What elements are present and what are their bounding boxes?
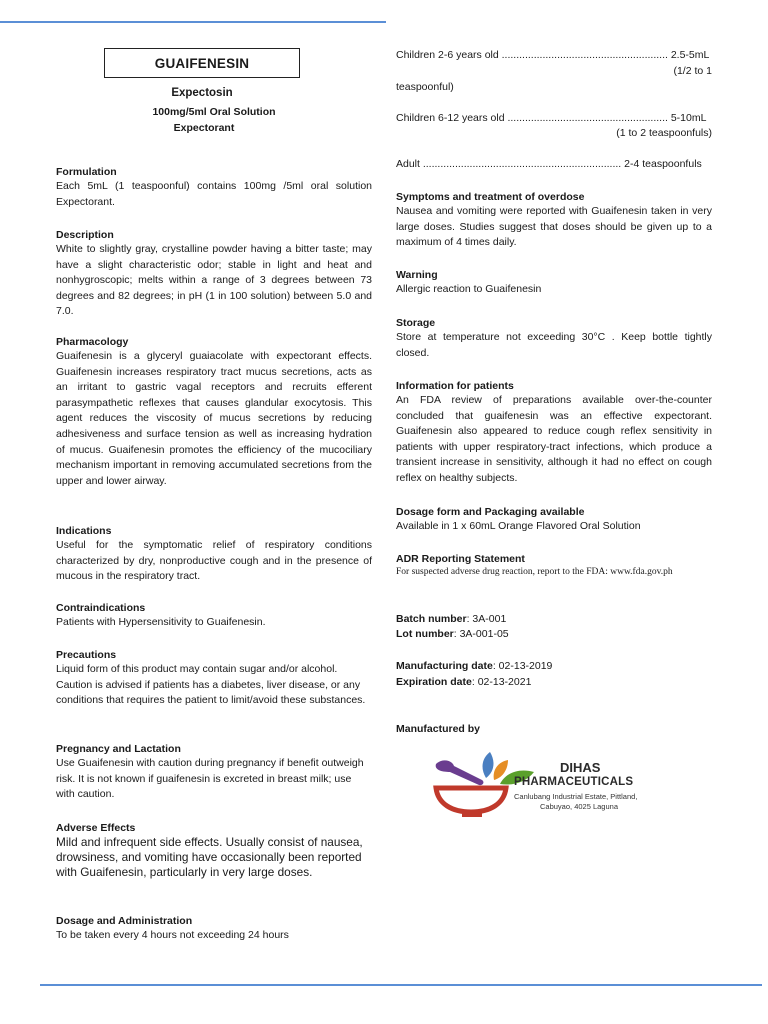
section-heading: Precautions xyxy=(56,649,117,661)
lot-number-value: : 3A-001-05 xyxy=(453,628,509,640)
manufacturer-address-line1: Canlubang Industrial Estate, Pittland, xyxy=(514,792,638,801)
bottom-divider xyxy=(40,984,762,986)
section-description xyxy=(56,228,372,320)
section-heading: Adverse Effects xyxy=(56,822,136,834)
section-text: White to slightly gray, crystalline powder having a bitter taste; may have a slight characteristic odor; stable in light and heat and nonhygroscopic; melts within a range of 3 degrees between 73 degrees and 82 degrees; in pH (1 in 100 solution) between 5.0 and 7.0. xyxy=(56,243,372,318)
section-text: An FDA review of preparations available over-the-counter concluded that guaifenesin was an effective expectorant. Guaifenesin also appeared to reduce cough reflex sensitivity in patients with upper respiratory-tract infections, which produce a transient increase in sensitivity, although it had no effect on cough reflex on healthy subjects. xyxy=(396,394,712,484)
section-heading: Formulation xyxy=(56,166,117,178)
product-strength: 100mg/5ml Oral Solution xyxy=(152,106,276,118)
section-heading: Symptoms and treatment of overdose xyxy=(396,191,585,203)
mortar-icon xyxy=(436,788,506,812)
dose-children-6-12-note: (1 to 2 teaspoonfuls) xyxy=(616,127,712,139)
manufacturer-name: DIHAS xyxy=(560,760,601,775)
manufacturing-date-value: : 02-13-2019 xyxy=(492,660,553,672)
section-warning xyxy=(396,268,712,298)
manufacturer-address-line2: Cabuyao, 4025 Laguna xyxy=(540,802,618,811)
section-text: Use Guaifenesin with caution during pregnancy if benefit outweigh risk. It is not known if guaifenesin is excreted in breast milk; use with caution. xyxy=(56,757,364,801)
dose-children-2-6-note-cont: teaspoonful) xyxy=(396,81,454,93)
section-text: Guaifenesin is a glyceryl guaiacolate with expectorant effects. Guaifenesin increases respiratory tract mucus secretions, acts as an irritant to gastric vagal receptors and recruits efferent parasympathetic reflexes that causes glandular exocytosis. This agent reduces the viscosity of mucus secretions by reducing adhesiveness and surface tension as well as increasing hydration of mucus. Guaifenesin promotes the efficiency of the mucociliary mechanism important in removing accumulated secretions from the upper and lower airway. xyxy=(56,350,372,487)
lot-number xyxy=(396,627,509,643)
section-overdose xyxy=(396,190,712,251)
section-formulation xyxy=(56,165,372,210)
section-heading: Pregnancy and Lactation xyxy=(56,743,181,755)
section-contraindications xyxy=(56,601,372,631)
mortar-base-icon xyxy=(462,813,482,817)
dose-children-6-12: Children 6-12 years old ....................................................... 5-10mL xyxy=(396,112,707,124)
product-category: Expectorant xyxy=(173,122,235,134)
batch-number-value: : 3A-001 xyxy=(466,613,507,625)
section-indications xyxy=(56,524,372,585)
section-heading: Description xyxy=(56,229,114,241)
manufactured-by: Manufactured by xyxy=(396,723,481,735)
section-heading: Warning xyxy=(396,269,438,281)
section-text: Each 5mL (1 teaspoonful) contains 100mg /5ml oral solution Expectorant. xyxy=(56,180,372,208)
section-pregnancy xyxy=(56,742,372,803)
section-heading: Pharmacology xyxy=(56,336,129,348)
section-heading: Contraindications xyxy=(56,602,146,614)
batch-number xyxy=(396,612,506,628)
section-text: Available in 1 x 60mL Orange Flavored Oral Solution xyxy=(396,520,641,532)
dose-children-2-6-note: (1/2 to 1 xyxy=(673,65,712,77)
batch-number-label: Batch number xyxy=(396,613,467,625)
leaf-blue-icon xyxy=(483,752,494,778)
section-text: Mild and infrequent side effects. Usually consist of nausea, drowsiness, and vomiting have occasionally been reported with Guaifenesin, particularly in very large doses. xyxy=(56,835,363,879)
lot-number-label: Lot number xyxy=(396,628,454,640)
section-adverse-effects xyxy=(56,821,372,879)
manufacturing-date-label: Manufacturing date xyxy=(396,660,493,672)
manufacturing-date xyxy=(396,659,552,675)
section-text: Allergic reaction to Guaifenesin xyxy=(396,283,542,295)
section-text: To be taken every 4 hours not exceeding 24 hours xyxy=(56,929,289,941)
expiration-date-label: Expiration date xyxy=(396,676,472,688)
section-text: Patients with Hypersensitivity to Guaifenesin. xyxy=(56,616,266,628)
section-heading: Dosage and Administration xyxy=(56,915,193,927)
section-pharmacology xyxy=(56,335,372,489)
expiration-date-value: : 02-13-2021 xyxy=(471,676,532,688)
section-text: Liquid form of this product may contain sugar and/or alcohol. Caution is advised if patients has a diabetes, liver disease, or any conditions that requires the patient to limit/avoid these substances. xyxy=(56,663,366,707)
section-precautions xyxy=(56,648,372,709)
section-text: Nausea and vomiting were reported with Guaifenesin taken in very large doses. Studies suggest that doses should be given up to a maximum of 4 times daily. xyxy=(396,205,712,249)
section-heading: Information for patients xyxy=(396,380,514,392)
pestle-icon xyxy=(436,760,484,785)
section-heading: ADR Reporting Statement xyxy=(396,553,525,565)
section-text: Useful for the symptomatic relief of respiratory conditions characterized by dry, nonproductive cough and in the presence of mucous in the respiratory tract. xyxy=(56,539,372,583)
section-patient-info xyxy=(396,379,712,487)
section-adr xyxy=(396,552,712,579)
section-heading: Indications xyxy=(56,525,112,537)
top-divider xyxy=(0,21,386,23)
section-heading: Dosage form and Packaging available xyxy=(396,506,585,518)
section-dosage xyxy=(56,914,372,944)
section-text: Store at temperature not exceeding 30°C . Keep bottle tightly closed. xyxy=(396,331,712,359)
dose-adult: Adult .................................................................... 2-4 teaspoonfuls xyxy=(396,158,702,170)
product-title-box xyxy=(104,48,300,78)
section-text: For suspected adverse drug reaction, report to the FDA: www.fda.gov.ph xyxy=(396,567,673,577)
section-heading: Storage xyxy=(396,317,436,329)
dose-children-2-6: Children 2-6 years old ......................................................... 2.5-5mL xyxy=(396,49,710,61)
section-packaging xyxy=(396,505,712,535)
brand-name: Expectosin xyxy=(171,87,233,99)
product-title: GUAIFENESIN xyxy=(154,55,250,71)
manufacturer-name-line2: PHARMACEUTICALS xyxy=(514,776,634,788)
section-storage xyxy=(396,316,712,361)
expiration-date xyxy=(396,675,531,691)
